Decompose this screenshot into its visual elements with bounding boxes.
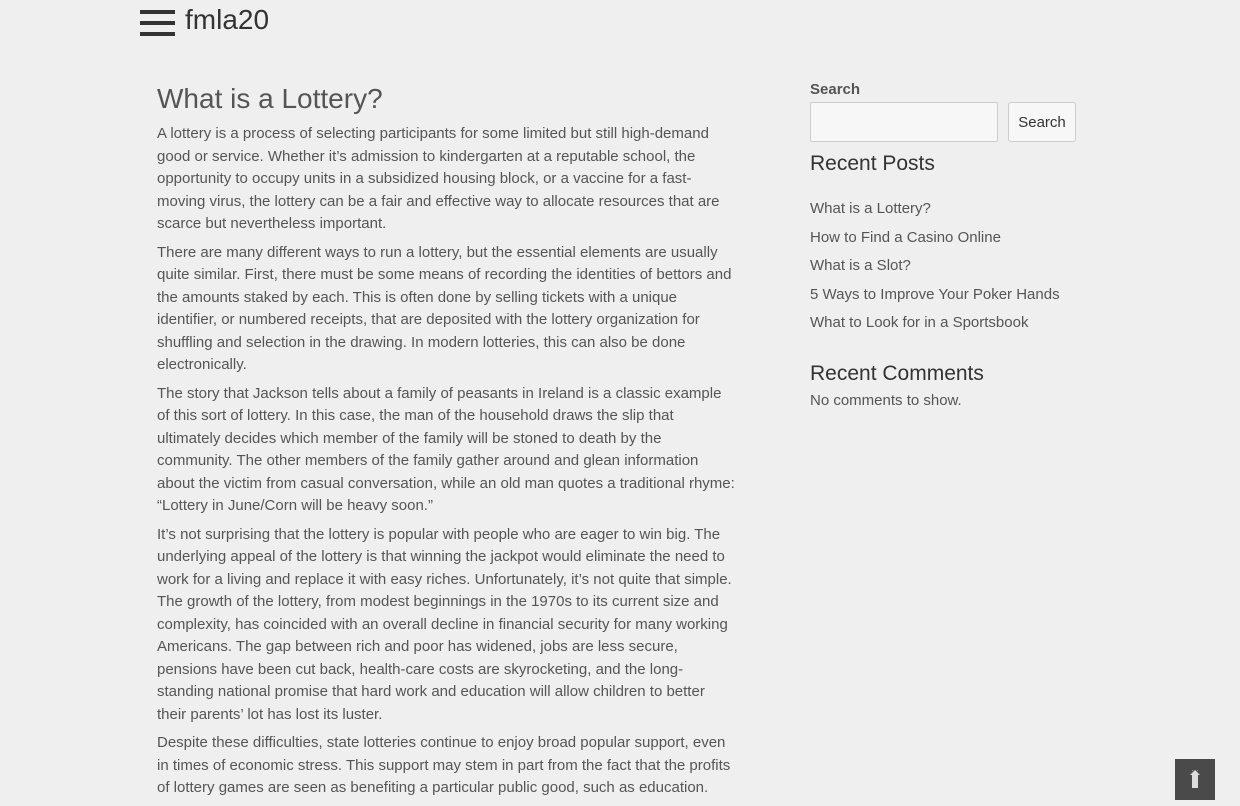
list-item xyxy=(810,252,1080,281)
recent-posts-list xyxy=(810,195,1080,338)
recent-comments-widget xyxy=(810,361,1080,412)
post-title: What is a Lottery? xyxy=(157,83,383,114)
post-article xyxy=(157,80,735,800)
recent-post-link[interactable]: How to Find a Casino Online xyxy=(810,228,1001,246)
back-to-top-button[interactable] xyxy=(1175,759,1215,800)
post-body xyxy=(157,123,735,800)
post-paragraph: It’s not surprising that the lottery is popular with people who are eager to win big. The underlying appeal of the lottery is that winning the jackpot would eliminate the need to work for a living and replace it with easy riches. Unfortunately, it’s not quite that simple. The growth of the lottery, from modest beginnings in the 1970s to its current size and complexity, has coincided with an overall decline in financial security for many working Americans. The gap between rich and poor has widened, jobs are less secure, pensions have been cut back, health-care costs are skyrocketing, and the long-standing national promise that hard work and education will allow children to better their parents’ lot has lost its luster. xyxy=(157,525,732,723)
recent-post-link[interactable]: What is a Lottery? xyxy=(810,200,931,217)
recent-posts-title: Recent Posts xyxy=(810,152,935,175)
menu-bar-bottom xyxy=(140,32,175,36)
list-item xyxy=(810,281,1080,310)
search-widget xyxy=(810,80,1080,142)
post-paragraph: The story that Jackson tells about a family of peasants in Ireland is a classic example of this sort of lottery. In this case, the man of the household draws the slip that ultimately decides which member of the family will be stoned to death by the community. The other members of the family gather around and glean information about the victim from casual conversation, while an old man quotes a traditional rhyme: “Lottery in June/Corn will be heavy soon.” xyxy=(157,384,735,514)
no-comments-text: No comments to show. xyxy=(810,391,962,409)
post-paragraph: A lottery is a process of selecting participants for some limited but still high-demand good or service. Whether it’s admission to kindergarten at a reputable school, the opportunity to occupy units in a subsidized housing block, or a vaccine for a fast-moving virus, the lottery can be a fair and effective way to allocate resources that are scarce but nevertheless important. xyxy=(157,125,720,232)
list-item xyxy=(810,224,1080,253)
main-content xyxy=(157,80,735,806)
post-paragraph: There are many different ways to run a lottery, but the essential elements are usually quite similar. First, there must be some means of recording the identities of bettors and the amounts staked by each. This is often done by selling tickets with a unique identifier, or numbered receipts, that are deposited with the lottery organization for shuffling and selection in the drawing. In modern lotteries, this can also be done electronically. xyxy=(157,243,732,373)
list-item xyxy=(810,309,1080,338)
list-item xyxy=(810,195,1080,224)
arrow-up-icon xyxy=(1175,759,1215,800)
search-row xyxy=(810,102,1080,142)
hamburger-menu-icon[interactable] xyxy=(140,10,175,38)
menu-bar-top xyxy=(140,10,175,14)
recent-comments-title: Recent Comments xyxy=(810,361,984,385)
menu-bar-middle xyxy=(140,21,175,25)
recent-post-link[interactable]: 5 Ways to Improve Your Poker Hands xyxy=(810,285,1060,303)
recent-post-link[interactable]: What to Look for in a Sportsbook xyxy=(810,314,1029,331)
recent-post-link[interactable]: What is a Slot? xyxy=(810,257,911,274)
sidebar xyxy=(810,80,1080,412)
site-title-link[interactable]: fmla20 xyxy=(185,4,270,35)
recent-posts-widget xyxy=(810,151,1080,338)
search-label: Search xyxy=(810,81,861,98)
search-button[interactable]: Search xyxy=(1008,102,1076,142)
search-input[interactable] xyxy=(810,102,998,142)
post-paragraph: Despite these difficulties, state lotteries continue to enjoy broad popular support, even in times of economic stress. This support may stem in part from the fact that the profits of lottery games are seen as benefiting a particular public good, such as education. xyxy=(157,734,731,796)
